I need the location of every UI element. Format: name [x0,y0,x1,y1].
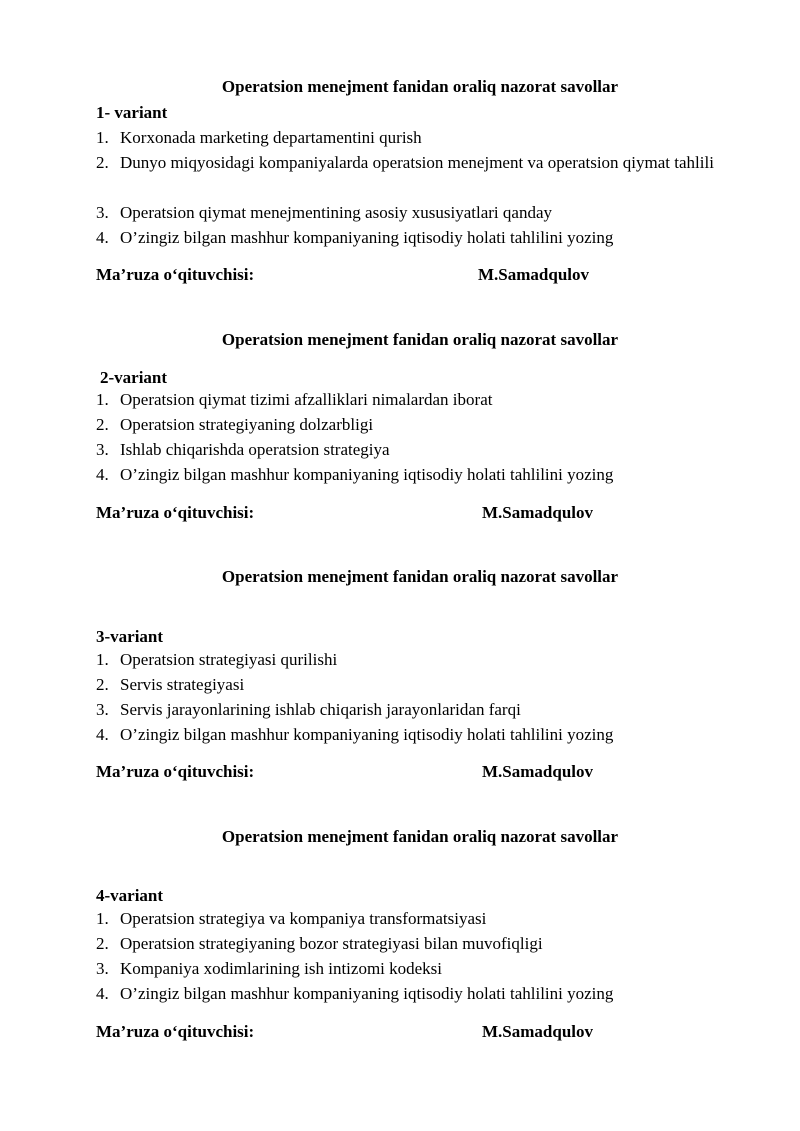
question-number: 4. [96,725,109,744]
question-number: 3. [96,959,109,978]
question-number: 2. [96,934,109,953]
lecturer-name: M.Samadqulov [478,265,589,284]
question-text: O’zingiz bilgan mashhur kompaniyaning iqtisodiy holati tahlilini yozing [120,465,614,484]
question-text: O’zingiz bilgan mashhur kompaniyaning iqtisodiy holati tahlilini yozing [120,725,614,744]
question-number: 2. [96,675,109,694]
question-text: Operatsion strategiyaning dolzarbligi [120,415,374,434]
question-item [96,437,746,462]
question-item [96,647,746,672]
lecturer-name: M.Samadqulov [482,503,593,522]
section-title: Operatsion menejment fanidan oraliq nazorat savollar [221,77,619,96]
question-text: Ishlab chiqarishda operatsion strategiya [120,440,390,459]
question-number: 4. [96,465,109,484]
question-number: 1. [96,390,109,409]
question-number: 1. [96,128,109,147]
question-item [96,981,746,1006]
lecturer-label: Ma’ruza o‘qituvchisi: [96,1022,255,1041]
question-text: Dunyo miqyosidagi kompaniyalarda operatsion menejment va operatsion qiymat tahlili [120,153,714,172]
question-item [96,225,746,250]
lecturer-label: Ma’ruza o‘qituvchisi: [96,762,255,781]
question-item [96,956,746,981]
question-number: 1. [96,650,109,669]
question-text: O’zingiz bilgan mashhur kompaniyaning iqtisodiy holati tahlilini yozing [120,984,614,1003]
question-item [96,125,746,150]
question-text: Operatsion qiymat menejmentining asosiy xususiyatlari qanday [120,203,552,222]
question-number: 2. [96,415,109,434]
question-item [96,906,746,931]
section-title: Operatsion menejment fanidan oraliq nazorat savollar [221,330,619,349]
question-number: 4. [96,228,109,247]
lecturer-name: M.Samadqulov [482,1022,593,1041]
section-title: Operatsion menejment fanidan oraliq nazorat savollar [221,827,619,846]
variant-heading: 1- variant [96,103,168,122]
question-text: Kompaniya xodimlarining ish intizomi kodeksi [120,959,443,978]
question-text: Operatsion strategiyasi qurilishi [120,650,338,669]
question-number: 4. [96,984,109,1003]
question-text: Operatsion strategiyaning bozor strategiyasi bilan muvofiqligi [120,934,543,953]
question-item [96,150,746,175]
question-number: 3. [96,700,109,719]
question-item [96,387,746,412]
question-text: Operatsion qiymat tizimi afzalliklari nimalardan iborat [120,390,493,409]
variant-heading: 2-variant [100,368,168,387]
question-item [96,462,746,487]
section-title: Operatsion menejment fanidan oraliq nazorat savollar [221,567,619,586]
question-item [96,672,746,697]
question-item [96,412,746,437]
question-item [96,931,746,956]
question-number: 3. [96,440,109,459]
question-number: 2. [96,153,109,172]
question-number: 1. [96,909,109,928]
question-text: Servis jarayonlarining ishlab chiqarish jarayonlaridan farqi [120,700,521,719]
question-item [96,200,746,225]
lecturer-label: Ma’ruza o‘qituvchisi: [96,265,255,284]
question-text: Operatsion strategiya va kompaniya transformatsiyasi [120,909,487,928]
variant-heading: 4-variant [96,886,164,905]
variant-heading: 3-variant [96,627,164,646]
question-text: Korxonada marketing departamentini qurish [120,128,422,147]
question-text: O’zingiz bilgan mashhur kompaniyaning iqtisodiy holati tahlilini yozing [120,228,614,247]
question-item [96,697,746,722]
question-number: 3. [96,203,109,222]
question-text: Servis strategiyasi [120,675,245,694]
lecturer-label: Ma’ruza o‘qituvchisi: [96,503,255,522]
lecturer-name: M.Samadqulov [482,762,593,781]
question-item [96,722,746,747]
